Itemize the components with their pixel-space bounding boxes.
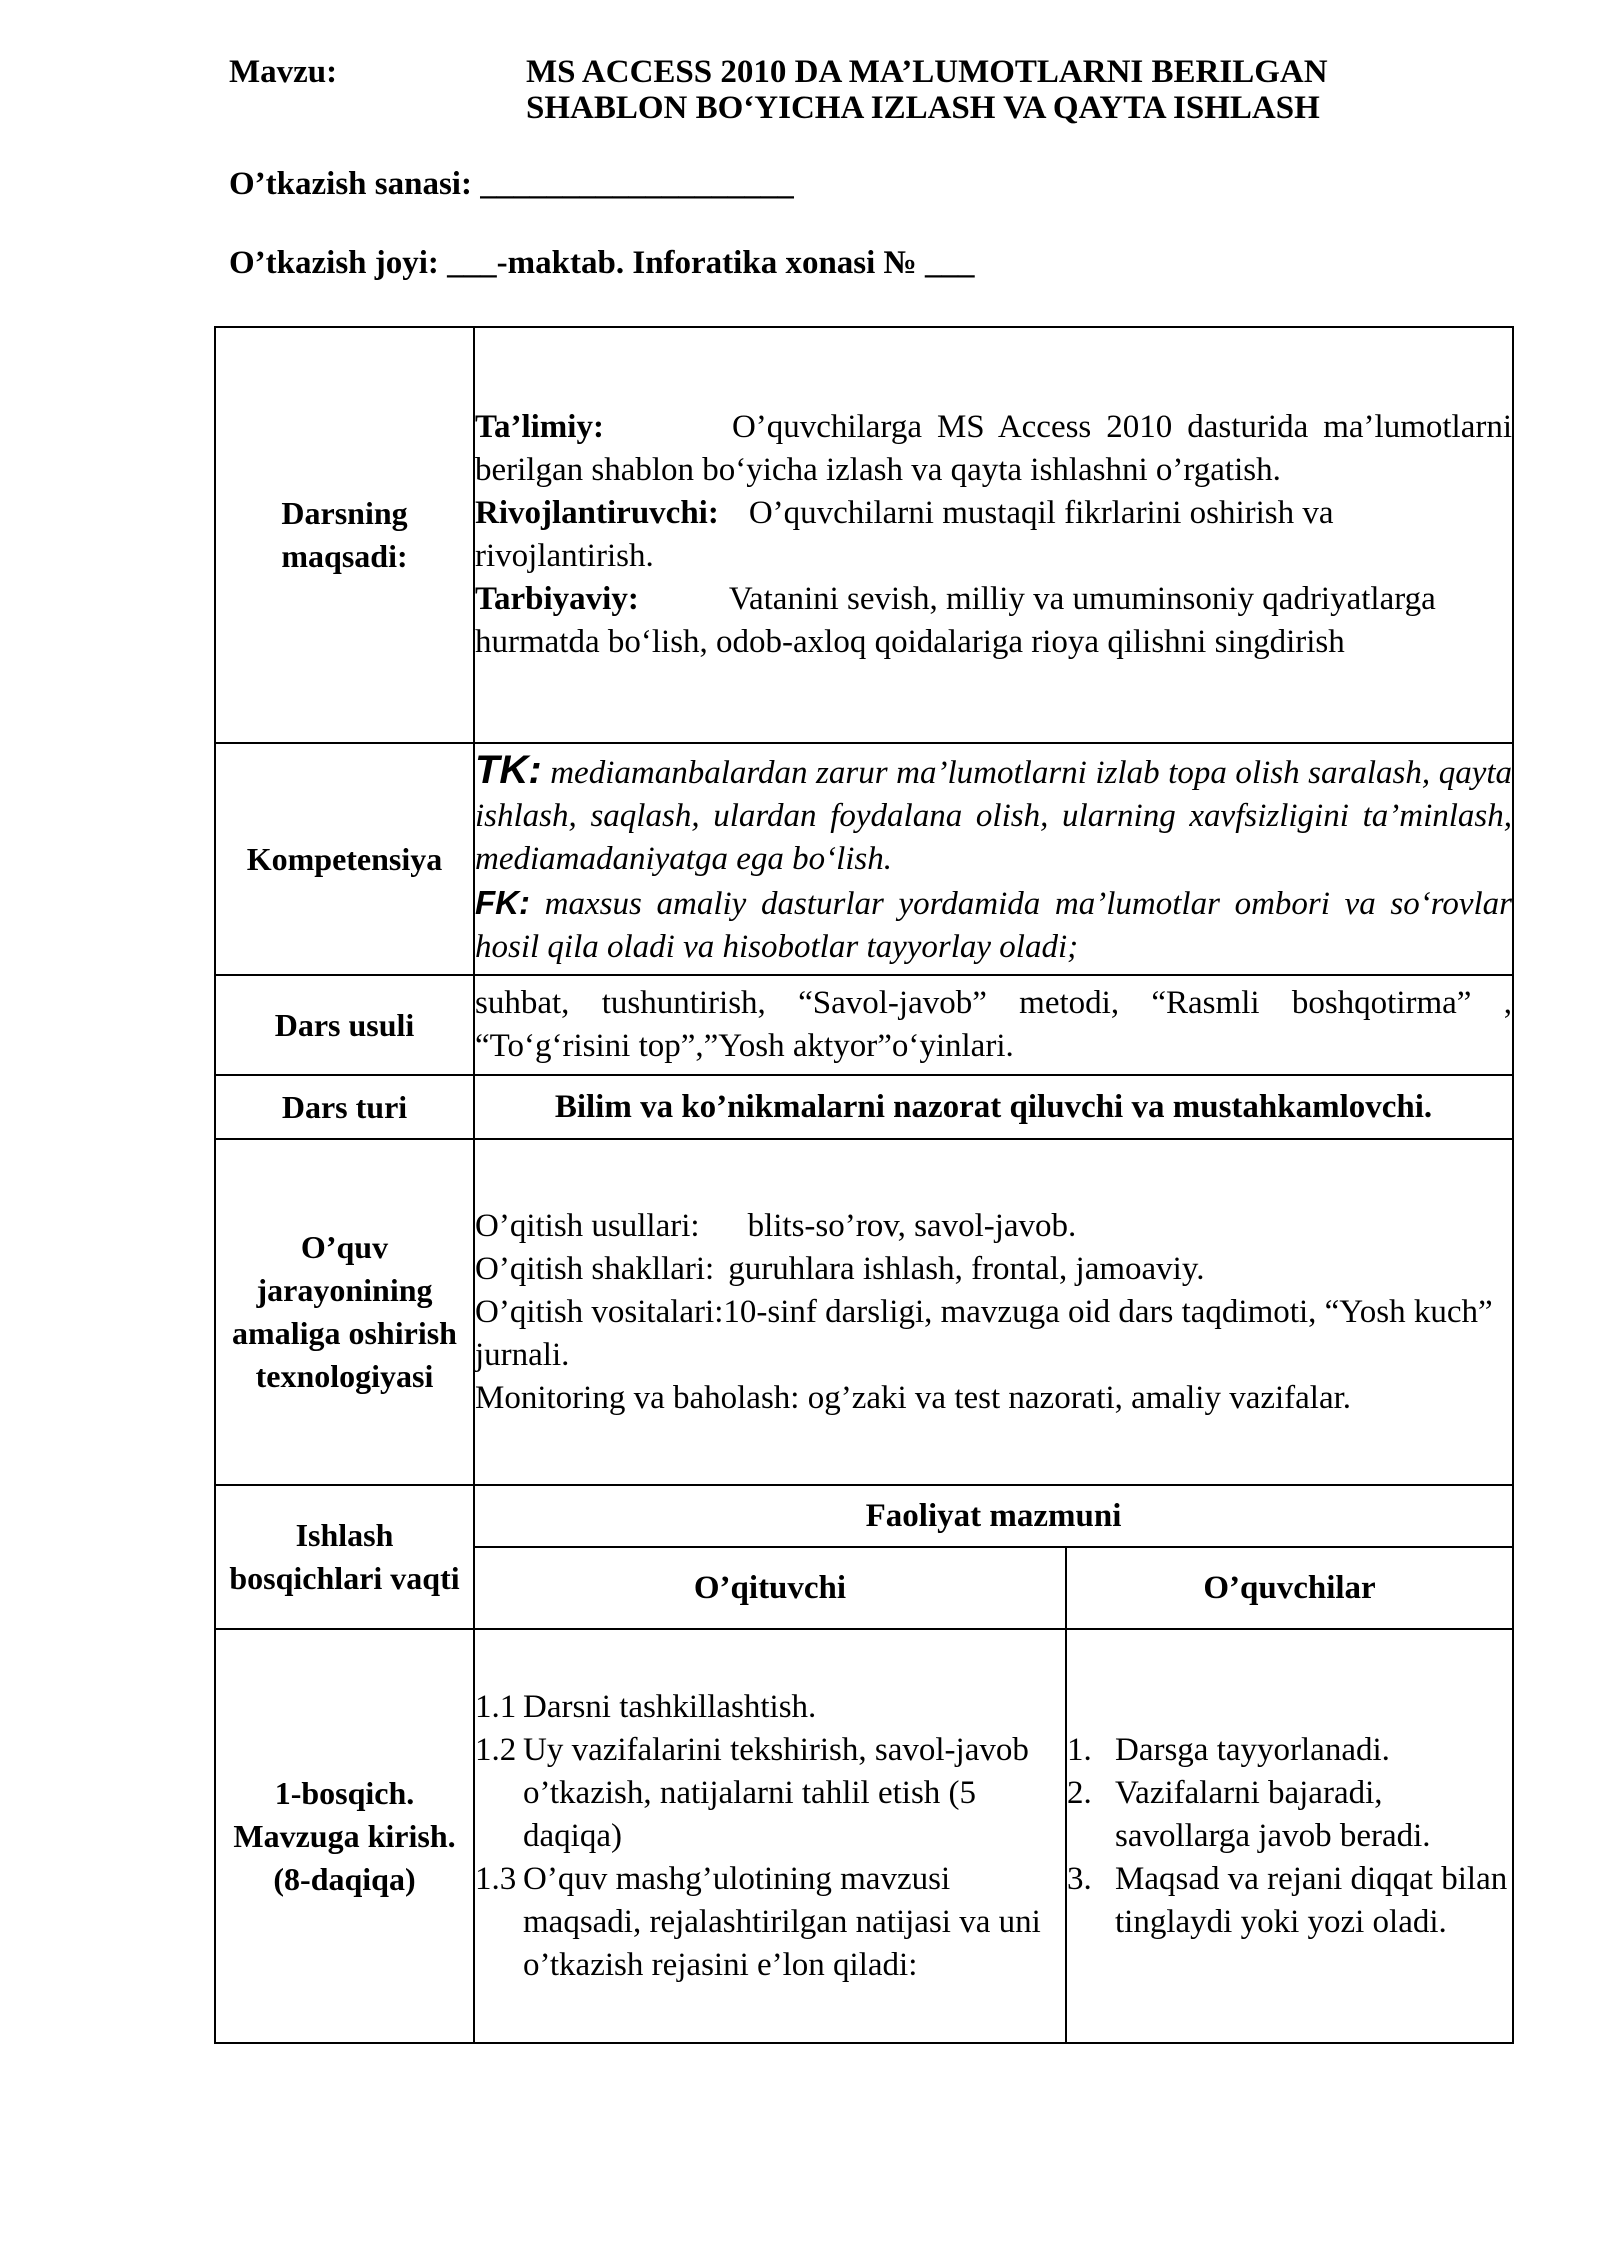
educational-goal-label: Ta’limiy:: [475, 409, 604, 445]
list-item-number: 1.2: [475, 1731, 517, 1768]
stage-1-label: 1-bosqich. Mavzuga kirish. (8-daqiqa): [215, 1629, 474, 2043]
lesson-type-text: Bilim va ko’nikmalarni nazorat qiluvchi va mustahkamlovchi.: [474, 1075, 1513, 1139]
teaching-tools: [475, 1291, 1512, 1377]
upbringing-goal: [475, 578, 1512, 664]
place-line: [229, 245, 974, 281]
developmental-goal: [475, 492, 1512, 578]
teaching-tools-label: O’qitish vositalari:: [475, 1293, 724, 1330]
educational-goal-text: O’quvchilarga MS Access 2010 dasturida ma’lumotlarni berilgan shablon bo‘yicha izlash va qayta ishlashni o’rgatish.: [475, 409, 1513, 488]
row-stage-header: [215, 1485, 1513, 1547]
upbringing-goal-text: Vatanini sevish, milliy va umuminsoniy qadriyatlarga hurmatda bo‘lish, odob-axloq qoidalariga rioya qilishni singdirish: [475, 581, 1436, 660]
educational-goal: [475, 406, 1512, 492]
teaching-methods: [475, 1205, 1512, 1248]
list-item: [1067, 1729, 1512, 1772]
upbringing-goal-label: Tarbiyaviy:: [475, 581, 639, 617]
fk-competence: [475, 881, 1512, 969]
technology-label: O’quv jarayonining amaliga oshirish texnologiyasi: [215, 1139, 474, 1485]
list-item: [475, 1729, 1065, 1858]
fk-label: FK:: [475, 884, 530, 921]
list-item-number: 3.: [1067, 1860, 1092, 1897]
tk-text: mediamanbalardan zarur ma’lumotlarni izlab topa olish saralash, qayta ishlash, saqlash, ulardan foydalana olish, ularning xavfsizligini ta’minlash, mediamadaniyatga ega bo‘lish.: [475, 755, 1513, 877]
row-competence: [215, 743, 1513, 975]
monitoring-text: og’zaki va test nazorati, amaliy vazifalar.: [799, 1379, 1352, 1416]
fk-text: maxsus amaliy dasturlar yordamida ma’lumotlar ombori va so‘rovlar hosil qila oladi va hisobotlar tayyorlay oladi;: [475, 886, 1513, 965]
topic-label: Mavzu:: [229, 54, 338, 90]
stage-1-students: [1066, 1629, 1513, 2043]
list-item: [1067, 1772, 1512, 1858]
topic-title-line2: SHABLON BO‘YICHA IZLASH VA QAYTA ISHLASH: [526, 90, 1320, 126]
list-item: [475, 1686, 1065, 1729]
list-item: [475, 1858, 1065, 1987]
topic-title-line1: MS ACCESS 2010 DA MA’LUMOTLARNI BERILGAN: [526, 54, 1328, 90]
teaching-forms-text: guruhlara ishlash, frontal, jamoaviy.: [728, 1250, 1205, 1287]
activity-content-header: Faoliyat mazmuni: [474, 1485, 1513, 1547]
teacher-header: O’qituvchi: [474, 1547, 1066, 1629]
tk-competence: [475, 749, 1512, 881]
row-technology: [215, 1139, 1513, 1485]
list-item-number: 1.3: [475, 1860, 517, 1897]
room-number-blank: ___: [924, 245, 975, 281]
date-label: O’tkazish sanasi:: [229, 166, 472, 202]
tk-label: TK:: [475, 748, 542, 792]
date-blank: ___________________: [480, 166, 794, 202]
list-item-number: 1.: [1067, 1731, 1092, 1768]
list-item-number: 1.1: [475, 1688, 517, 1725]
teaching-methods-label: O’qitish usullari:: [475, 1207, 700, 1244]
row-lesson-type: [215, 1075, 1513, 1139]
teaching-forms: [475, 1248, 1512, 1291]
lesson-method-label: Dars usuli: [215, 975, 474, 1075]
row-lesson-method: [215, 975, 1513, 1075]
stage-time-label: Ishlash bosqichlari vaqti: [215, 1485, 474, 1629]
lesson-plan-table: [214, 326, 1514, 2044]
list-item-text: Vazifalarni bajaradi, savollarga javob beradi.: [1115, 1774, 1431, 1854]
stage-1-teacher: [474, 1629, 1066, 2043]
list-item-text: Darsni tashkillashtish.: [523, 1688, 817, 1725]
developmental-goal-label: Rivojlantiruvchi:: [475, 495, 719, 531]
competence-content: [474, 743, 1513, 975]
technology-content: [474, 1139, 1513, 1485]
list-item: [1067, 1858, 1512, 1944]
developmental-goal-text: O’quvchilarni mustaqil fikrlarini oshirish va rivojlantirish.: [475, 495, 1334, 574]
teaching-tools-text: 10-sinf darsligi, mavzuga oid dars taqdimoti, “Yosh kuch” jurnali.: [475, 1293, 1493, 1373]
list-item-number: 2.: [1067, 1774, 1092, 1811]
teaching-forms-label: O’qitish shakllari:: [475, 1250, 715, 1287]
school-number-blank: ___: [447, 245, 497, 281]
lesson-method-text: suhbat, tushuntirish, “Savol-javob” metodi, “Rasmli boshqotirma” , “To‘g‘risini top”,”Yosh aktyor”o‘yinlari.: [474, 975, 1513, 1075]
teacher-activity-list: [475, 1686, 1065, 1987]
topic-title: [526, 54, 1506, 126]
place-label: O’tkazish joyi:: [229, 245, 439, 281]
competence-label: Kompetensiya: [215, 743, 474, 975]
list-item-text: Maqsad va rejani diqqat bilan tinglaydi yoki yozi oladi.: [1115, 1860, 1508, 1940]
teaching-methods-text: blits-so’rov, savol-javob.: [747, 1207, 1077, 1244]
list-item-text: Uy vazifalarini tekshirish, savol-javob o’tkazish, natijalarni tahlil etish (5 daqiqa): [523, 1731, 1029, 1854]
date-line: [229, 166, 794, 202]
list-item-text: Darsga tayyorlanadi.: [1115, 1731, 1390, 1768]
place-middle-text: -maktab. Inforatika xonasi №: [496, 245, 917, 281]
lesson-goal-content: [474, 327, 1513, 743]
list-item-text: O’quv mashg’ulotining mavzusi maqsadi, rejalashtirilgan natijasi va uni o’tkazish rejasini e’lon qiladi:: [523, 1860, 1041, 1983]
students-header: O’quvchilar: [1066, 1547, 1513, 1629]
student-activity-list: [1067, 1729, 1512, 1944]
monitoring-label: Monitoring va baholash:: [475, 1379, 800, 1416]
lesson-goal-label: Darsning maqsadi:: [215, 327, 474, 743]
row-lesson-goal: [215, 327, 1513, 743]
lesson-type-label: Dars turi: [215, 1075, 474, 1139]
row-stage-1: [215, 1629, 1513, 2043]
monitoring: [475, 1377, 1512, 1420]
